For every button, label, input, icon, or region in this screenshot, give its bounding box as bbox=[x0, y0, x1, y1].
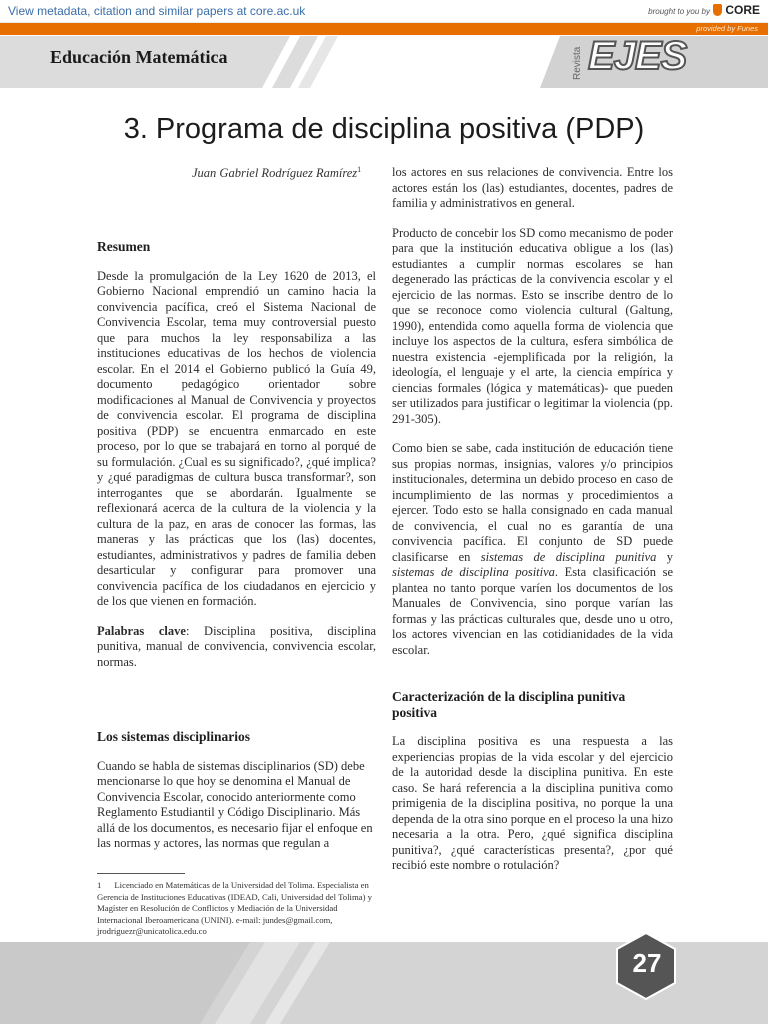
keywords-paragraph bbox=[97, 624, 376, 671]
core-icon bbox=[713, 4, 722, 16]
core-logo-text: CORE bbox=[725, 3, 760, 17]
footnote-number: 1 bbox=[97, 880, 102, 890]
right-paragraph-2: Producto de concebir los SD como mecanismo de poder para que la institución educativa obligue a los (las) estudiantes a cumplir normas escolares se han degenerado las prácticas de la convivencia escolar y el ejercicio de las normas. Esto se inscribe dentro de lo que se reconoce como violencia cultural (Galtung, 1990), entendida como aquella forma de violencia que incluye los aspectos de la cultura, esfera simbólica de nuestra existencia -ejemplificada por la religión, la ideología, el lenguaje y el arte, la ciencia empírica y ciencias formales (lógica y matemáticas)- que pueden ser utilizados para justificar o legitimar la violencia (pp. 291-305). bbox=[392, 225, 673, 426]
footnote-divider bbox=[97, 873, 185, 874]
left-column-top bbox=[97, 239, 376, 684]
journal-name: Educación Matemática bbox=[50, 47, 228, 67]
author-text: Juan Gabriel Rodríguez Ramírez bbox=[192, 166, 358, 181]
p3-emphasis-2: sistemas de disciplina positiva bbox=[392, 565, 555, 579]
page-number: 27 bbox=[632, 948, 662, 978]
provided-by-label: provided by Funes bbox=[696, 24, 758, 33]
right-paragraph-1: los actores en sus relaciones de convivencia. Entre los actores están los (las) estudiantes, docentes, padres de familia y administrativos en general. bbox=[392, 165, 673, 210]
sistemas-paragraph: Cuando se habla de sistemas disciplinarios (SD) debe mencionarse lo que hoy se denomina el Manual de Convivencia Escolar, conocido anteriormente como Reglamento Estudiantil y Código Disciplinario. Más allá de los documentos, es necesario fijar el enfoque en las normas y actores, las normas que regulan a bbox=[97, 758, 373, 850]
p3-text-a: Como bien se sabe, cada institución de educación tiene sus propias normas, insignias, valores y/o principios institucionales, determina un debido proceso en caso de incumplimiento de las normas y procedimientos a ejercer. Todo esto se halla consignado en cada manual de convivencia, el cual no es garantía de una convivencia pacífica. El conjunto de SD puede clasificarse en bbox=[392, 441, 673, 564]
metadata-prefix: View metadata, citation and similar papers at bbox=[8, 4, 250, 18]
sistemas-heading: Los sistemas disciplinarios bbox=[97, 729, 251, 744]
p3-emphasis-1: sistemas de disciplina punitiva bbox=[480, 549, 657, 564]
footnote-text: Licenciado en Matemáticas de la Universidad del Tolima. Especialista en Gerencia de Instituciones Educativas (IDEAD, Cali, Universidad del Tolima) y Magíster en Resolución de Conflictos y Mediación de la Universidad Internacional Iberoamericana (UNINI). e-mail: jundes@gmail.com, jrodriguezr@unicatolica.edu.co bbox=[97, 880, 372, 936]
p3-text-c: . Esta clasificación se plantea no tanto porque varíen los documentos de los Manuales de Convivencia, sino porque varían las formas y las prácticas culturales que, desde uno u otro, los actores vivencian en las cotidianidades de la vida escolar. bbox=[392, 565, 673, 657]
right-paragraph-3 bbox=[392, 441, 673, 658]
keywords-text: : Disciplina positiva, disciplina punitiva, manual de convivencia, convivencia escolar, normas. bbox=[97, 623, 376, 669]
p3-text-b: y bbox=[656, 549, 674, 564]
ejes-logo: EJES bbox=[588, 34, 687, 78]
core-topbar bbox=[0, 0, 768, 23]
resumen-paragraph: Desde la promulgación de la Ley 1620 de 2013, el Gobierno Nacional emprendió un camino hacia la convivencia pacífica, creó el Sistema Nacional de Convivencia Escolar, tema muy controversial puesto que para muchos la ley responsabiliza a las instituciones educativas de los hechos de violencia escolar. En el 2014 el Gobierno publicó la Guía 49, documento pedagógico orientador sobre modificaciones al Manual de Convivencia y proyectos de convivencia escolar. El programa de disciplina positiva (PDP) se encuentra enmarcado en este proceso, por lo que se trabajará en torno al porqué de su formulación. ¿Cual es su significado?, ¿qué implica? y ¿qué paradigmas de cultura busca transformar?, son interrogantes que se abordarán. Igualmente se reflexionará acerca de la cultura de la violencia y la cultura de la paz, en aras de conocer las formas, las maneras y las prácticas que los (las) docentes, estudiantes, administrativos y padres de familia deben desarticular y configurar para promover una convivencia pacífica de los ciudadanos en ejercicio y de los que vienen en formación. bbox=[97, 268, 376, 608]
core-ac-uk-link[interactable]: core.ac.uk bbox=[249, 4, 306, 18]
revista-label bbox=[569, 42, 583, 82]
article-title: 3. Programa de disciplina positiva (PDP) bbox=[123, 113, 645, 145]
footnote bbox=[97, 880, 377, 938]
author-name bbox=[192, 165, 361, 181]
resumen-heading: Resumen bbox=[97, 239, 151, 254]
caracterizacion-heading: Caracterización de la disciplina punitiva positiva bbox=[392, 689, 626, 720]
right-column bbox=[392, 165, 673, 672]
author-footnote-marker: 1 bbox=[357, 165, 362, 174]
left-column-bottom bbox=[97, 729, 376, 866]
svg-text:Revista: Revista bbox=[572, 46, 583, 80]
metadata-link-text[interactable] bbox=[8, 4, 305, 18]
core-logo[interactable] bbox=[713, 3, 760, 17]
brought-to-you-label: brought to you by bbox=[648, 7, 710, 16]
keywords-label: Palabras clave bbox=[97, 623, 186, 638]
right-column-bottom bbox=[392, 689, 673, 888]
right-paragraph-4: La disciplina positiva es una respuesta a las experiencias propias de la vida escolar y del ejercicio de la autoridad desde la disciplina punitiva. En este caso. Se hará referencia a la disciplina punitiva como primigenia de la disciplina positiva, no porque la una dependa de la otra sino porque en el proceso la una hizo necesaria a la otra. Pero, ¿qué significa disciplina punitiva?, ¿qué características presenta?, ¿por qué recibió este nombre o rotulación? bbox=[392, 734, 673, 872]
